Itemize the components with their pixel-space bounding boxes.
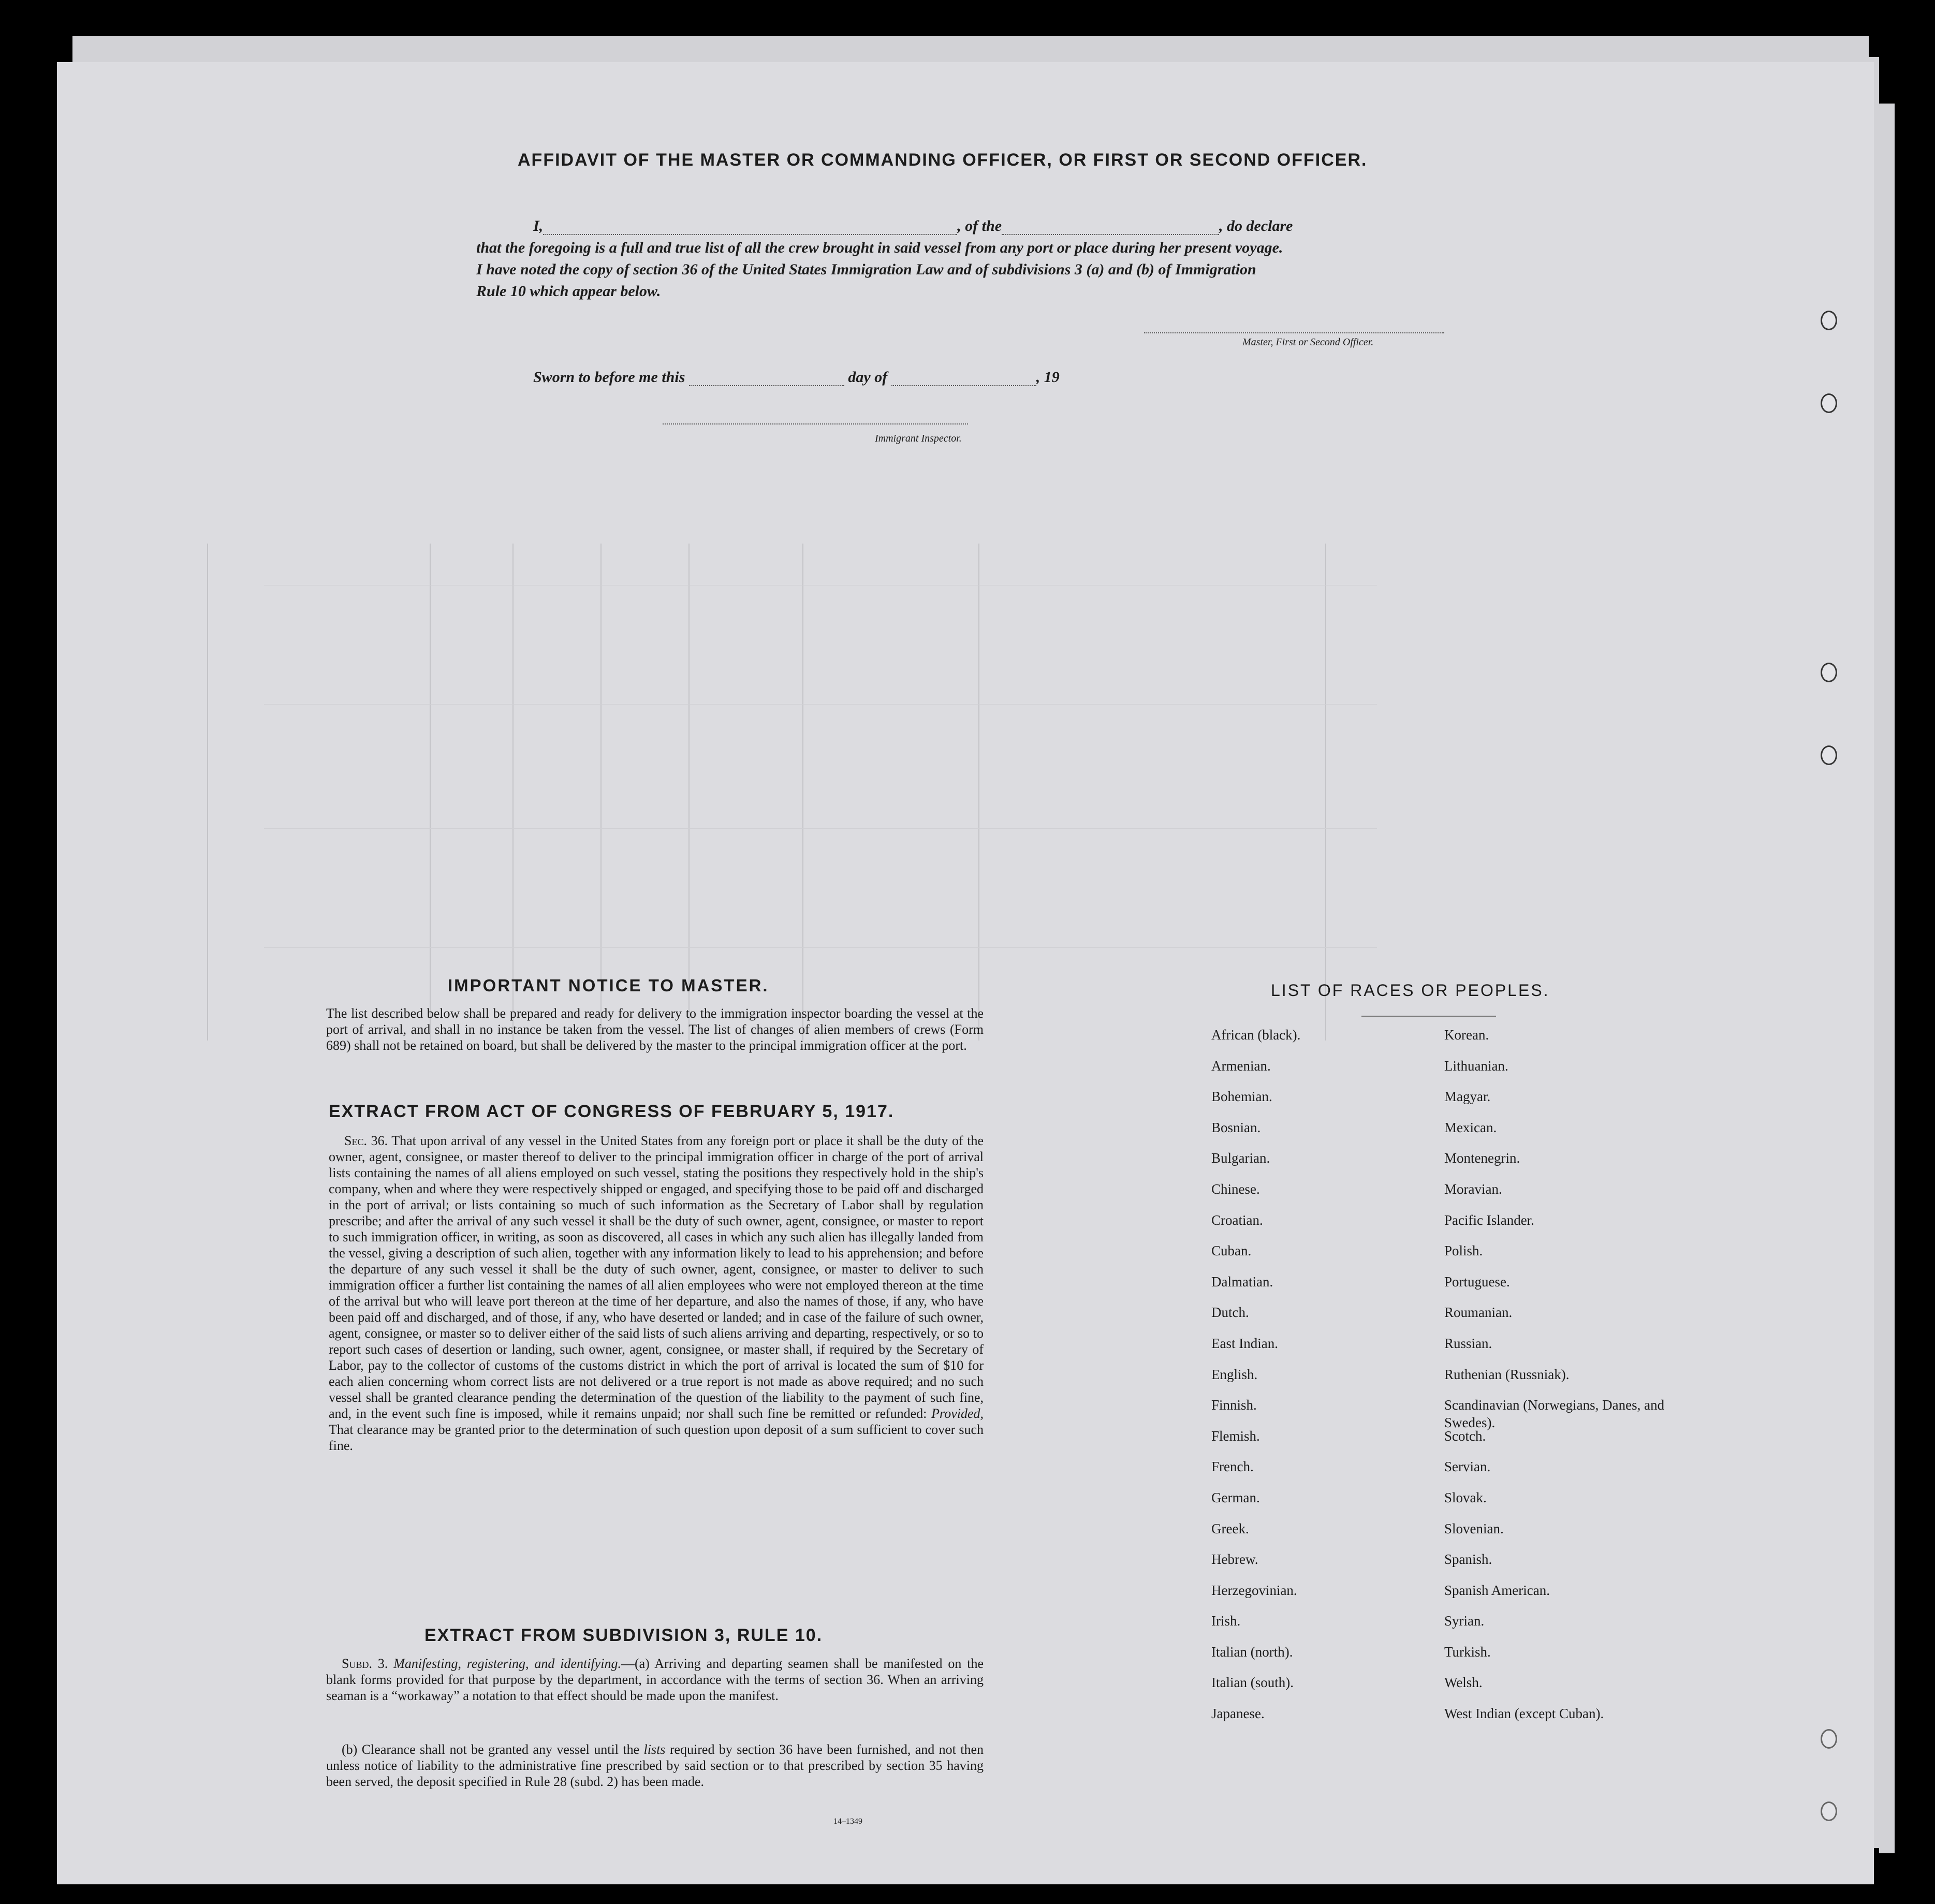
officer-signature-line[interactable] — [1144, 332, 1444, 333]
race-item: Moravian. — [1444, 1181, 1502, 1197]
ghost-rule — [430, 544, 431, 1041]
officer-caption: Master, First or Second Officer. — [1242, 336, 1374, 348]
ghost-rule — [802, 544, 803, 1041]
race-item: Korean. — [1444, 1027, 1489, 1043]
sworn-day-blank[interactable] — [689, 385, 844, 386]
act-extract-title: EXTRACT FROM ACT OF CONGRESS OF FEBRUARY 5, 1917. — [329, 1102, 895, 1121]
race-item: Syrian. — [1444, 1613, 1485, 1629]
race-item: Scotch. — [1444, 1428, 1486, 1444]
back-sheet-edge-2 — [1879, 104, 1895, 1853]
of-the-label: , of the — [957, 217, 1002, 235]
race-item: Flemish. — [1211, 1428, 1260, 1444]
sworn-line — [533, 369, 1258, 386]
races-title-rule — [1361, 1016, 1496, 1017]
race-item: Welsh. — [1444, 1675, 1483, 1691]
section-label: Sec. 36. — [344, 1133, 388, 1148]
subd-label: Subd. 3. — [342, 1656, 388, 1671]
affidavit-line-2: that the foregoing is a full and true list of all the crew brought in said vessel from any port or place during her present voyage. — [476, 239, 1283, 256]
race-item: Ruthenian (Russniak). — [1444, 1366, 1570, 1382]
race-item: Italian (north). — [1211, 1644, 1293, 1660]
race-item: Magyar. — [1444, 1089, 1491, 1105]
race-item: Mexican. — [1444, 1119, 1497, 1135]
ghost-rule — [600, 544, 602, 1041]
race-item: Spanish American. — [1444, 1582, 1550, 1598]
sworn-month-blank[interactable] — [891, 385, 1036, 386]
subd-text-b-end: required by section 36 have been furnished, and not then unless notice of liability to the administrative fine prescribed by said section or to that prescribed by section 35 having been served, the deposit specified in Rule 28 (subd. 2) has been made. — [326, 1742, 984, 1789]
inspector-signature-line[interactable] — [663, 423, 968, 424]
races-title: LIST OF RACES OR PEOPLES. — [1271, 981, 1550, 1000]
ghost-rule — [264, 704, 1377, 705]
sworn-label: Sworn to before me this — [533, 369, 685, 386]
ghost-rule — [207, 544, 208, 1041]
act-extract-text — [329, 1133, 984, 1454]
provided-label: Provided, — [931, 1406, 984, 1421]
notice-title: IMPORTANT NOTICE TO MASTER. — [448, 976, 769, 995]
race-item: African (black). — [1211, 1027, 1301, 1043]
race-item: Hebrew. — [1211, 1551, 1258, 1568]
race-item: Slovak. — [1444, 1489, 1487, 1505]
rule-extract-text-b — [326, 1741, 984, 1790]
subd-text-b-lists: lists — [643, 1742, 666, 1757]
form-number: 14–1349 — [833, 1817, 862, 1826]
subd-heading: Manifesting, registering, and identifying. — [393, 1656, 621, 1671]
race-item: Dalmatian. — [1211, 1273, 1273, 1290]
races-right-column — [1444, 1026, 1713, 1736]
subd-text-b-start: (b) Clearance shall not be granted any vessel until the — [342, 1742, 640, 1757]
race-item: Armenian. — [1211, 1058, 1271, 1074]
ghost-rule — [688, 544, 690, 1041]
notice-text: The list described below shall be prepared and ready for delivery to the immigration inspector boarding the vessel at the port of arrival, and shall in no instance be taken from the vessel. The list of changes of alien members of crews (Form 689) shall not be retained on board, but shall be delivered by the master to the principal immigration officer at the port. — [326, 1006, 984, 1053]
race-item: Scandinavian (Norwegians, Danes, and Swedes). — [1444, 1397, 1665, 1431]
binder-hole — [1821, 663, 1837, 682]
i-label: I, — [533, 217, 544, 235]
race-item: Croatian. — [1211, 1212, 1263, 1228]
binder-hole — [1821, 1729, 1837, 1749]
binder-hole — [1821, 1802, 1837, 1821]
inspector-caption: Immigrant Inspector. — [875, 433, 962, 444]
race-item: Turkish. — [1444, 1644, 1491, 1660]
race-item: Slovenian. — [1444, 1520, 1504, 1536]
races-left-column — [1211, 1026, 1460, 1736]
subd-text-a: —(a) Arriving and departing seamen shall be manifested on the blank forms provided for that purpose by the department, in accordance with the terms of section 36. When an arriving seaman is a “workaway” a notation to that effect should be made upon the manifest. — [326, 1656, 984, 1703]
ghost-rule — [264, 947, 1377, 948]
binder-hole — [1821, 393, 1837, 413]
race-item: Roumanian. — [1444, 1305, 1513, 1321]
do-declare-label: , do declare — [1219, 217, 1293, 235]
race-item: German. — [1211, 1489, 1260, 1505]
ghost-rule — [978, 544, 979, 1041]
ghost-rule — [512, 544, 514, 1041]
document-page — [57, 62, 1874, 1884]
affidavit-title: AFFIDAVIT OF THE MASTER OR COMMANDING OFFICER, OR FIRST OR SECOND OFFICER. — [518, 150, 1368, 170]
race-item: French. — [1211, 1459, 1254, 1475]
race-item: West Indian (except Cuban). — [1444, 1706, 1604, 1722]
race-item: Polish. — [1444, 1243, 1483, 1259]
race-item: Bohemian. — [1211, 1089, 1272, 1105]
race-item: Cuban. — [1211, 1243, 1252, 1259]
race-item: Spanish. — [1444, 1551, 1492, 1568]
race-item: Japanese. — [1211, 1706, 1265, 1722]
race-item: Servian. — [1444, 1459, 1491, 1475]
ghost-rule — [264, 828, 1377, 829]
section-body: That upon arrival of any vessel in the United States from any foreign port or place it shall be the duty of the owner, agent, consignee, or master thereof to deliver to the principal immigration officer in charge of the port of arrival lists containing the names of all aliens employed on such vessel, stating the positions they respectively hold in the ship's company, when and where they were respectively shipped or engaged, and specifying those to be paid off and discharged in the port of arrival; or lists containing so much of such information as the Secretary of Labor shall by regulation prescribe; and after the arrival of any such vessel it shall be the duty of such owner, agent, consignee, or master to report to such immigration officer, in writing, as soon as discovered, all cases in which any such alien has illegally landed from the vessel, giving a description of such alien, together with any information likely to lead to his apprehension; and before the departure of any such vessel it shall be the duty of such owner, agent, consignee, or master to deliver to such immigration officer a further list containing the names of all alien employees who were not employed thereon at the time of the arrival but who will leave port thereon at the time of her departure, and also the names of those, if any, who have been paid off and discharged, and of those, if any, who have deserted or landed; and in case of the failure of such owner, agent, consignee, or master so to deliver either of the said lists of such aliens arriving and departing, respectively, or so to report such cases of desertion or landing, such owner, agent, consignee, or master shall, if required by the Secretary of Labor, pay to the collector of customs of the customs district in which the port of arrival is located the sum of $10 for each alien concerning whom correct lists are not delivered or a true report is not made as above required; and no such vessel shall be granted clearance pending the determination of the question of the liability to the payment of such fine, and, in the event such fine is imposed, while it remains unpaid; nor shall such fine be remitted or refunded: — [329, 1133, 984, 1421]
race-item: Montenegrin. — [1444, 1150, 1520, 1166]
race-item: Bosnian. — [1211, 1119, 1261, 1135]
affidavit-line-3: I have noted the copy of section 36 of the United States Immigration Law and of subdivisions 3 (a) and (b) of Immigration — [476, 261, 1256, 278]
affidavit-declaration-line — [533, 217, 1465, 235]
race-item: Finnish. — [1211, 1397, 1257, 1413]
vessel-blank[interactable] — [1002, 234, 1219, 235]
race-item: Chinese. — [1211, 1181, 1260, 1197]
rule-extract-text-a — [326, 1656, 984, 1704]
section-body-end: That clearance may be granted prior to the determination of such question upon deposit of a sum sufficient to cover such fine. — [329, 1422, 984, 1453]
race-item: Dutch. — [1211, 1305, 1249, 1321]
race-item: Portuguese. — [1444, 1273, 1510, 1290]
name-blank[interactable] — [543, 234, 957, 235]
ghost-rule — [1325, 544, 1326, 1041]
race-item: East Indian. — [1211, 1335, 1278, 1351]
race-item: Russian. — [1444, 1335, 1492, 1351]
affidavit-line-4: Rule 10 which appear below. — [476, 283, 661, 300]
race-item: Irish. — [1211, 1613, 1241, 1629]
binder-hole — [1821, 745, 1837, 765]
race-item: Pacific Islander. — [1444, 1212, 1534, 1228]
rule-extract-title: EXTRACT FROM SUBDIVISION 3, RULE 10. — [424, 1625, 823, 1645]
race-item: Greek. — [1211, 1520, 1249, 1536]
race-item: Italian (south). — [1211, 1675, 1294, 1691]
year-label: , 19 — [1036, 369, 1060, 386]
binder-hole — [1821, 311, 1837, 330]
race-item: Herzegovinian. — [1211, 1582, 1297, 1598]
day-of-label: day of — [848, 369, 888, 386]
race-item: English. — [1211, 1366, 1258, 1382]
race-item: Lithuanian. — [1444, 1058, 1508, 1074]
race-item: Bulgarian. — [1211, 1150, 1270, 1166]
